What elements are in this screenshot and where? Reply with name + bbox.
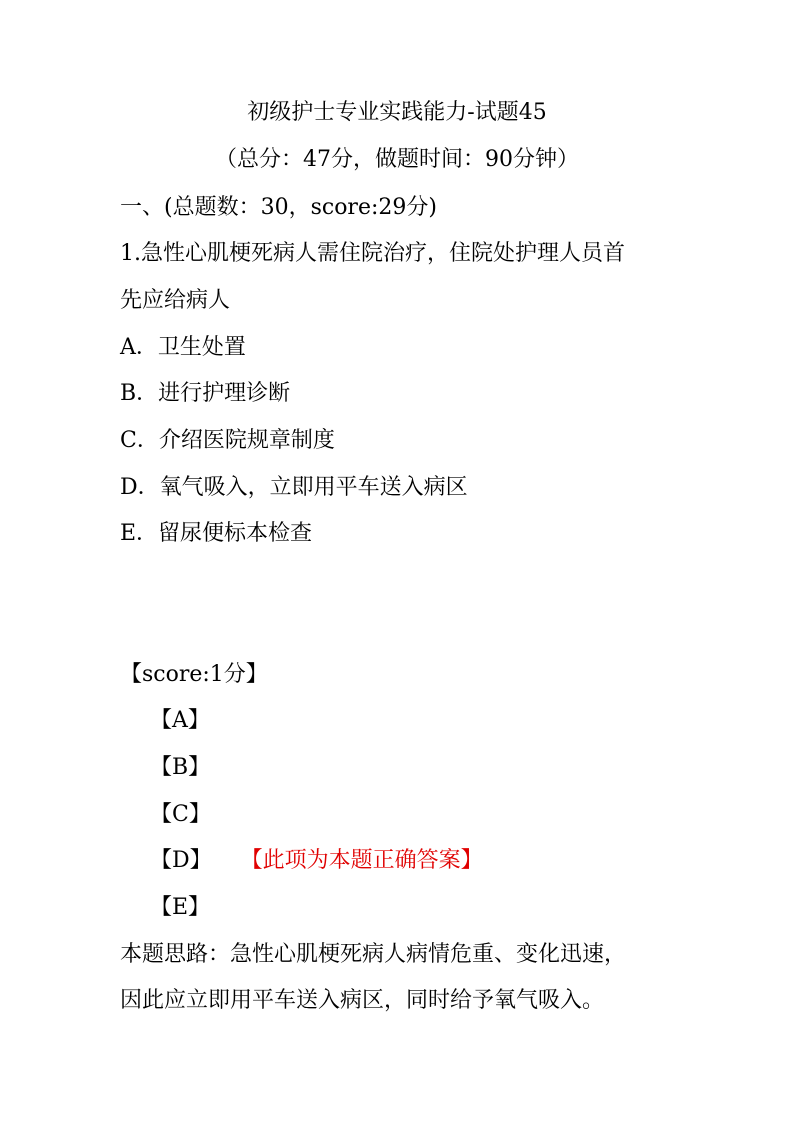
question-stem-line-2: 先应给病人 — [120, 288, 231, 313]
answer-choice-a: 【A】 — [150, 708, 210, 733]
score-label: 【score:1分】 — [120, 662, 268, 687]
explanation-line-2: 因此应立即用平车送入病区，同时给予氧气吸入。 — [120, 988, 605, 1013]
option-a: A．卫生处置 — [120, 335, 246, 360]
answer-choice-d-row — [150, 846, 483, 876]
document-subtitle: （总分：47分，做题时间：90分钟） — [215, 147, 579, 172]
answer-choice-e: 【E】 — [150, 895, 211, 920]
option-b: B．进行护理诊断 — [120, 381, 291, 406]
question-stem-line-1: 1.急性心肌梗死病人需住院治疗，住院处护理人员首 — [120, 241, 625, 266]
section-heading: 一、(总题数：30，score:29分) — [120, 195, 437, 220]
option-e: E．留尿便标本检查 — [120, 521, 313, 546]
option-d: D．氧气吸入，立即用平车送入病区 — [120, 475, 468, 500]
correct-answer-mark: 【此项为本题正确答案】 — [251, 848, 483, 873]
option-c: C．介绍医院规章制度 — [120, 428, 335, 453]
answer-choice-b: 【B】 — [150, 755, 211, 780]
explanation-line-1: 本题思路：急性心肌梗死病人病情危重、变化迅速， — [120, 942, 627, 967]
answer-choice-d: 【D】 — [150, 848, 212, 873]
document-title: 初级护士专业实践能力-试题45 — [247, 100, 547, 125]
answer-choice-c: 【C】 — [150, 802, 211, 827]
